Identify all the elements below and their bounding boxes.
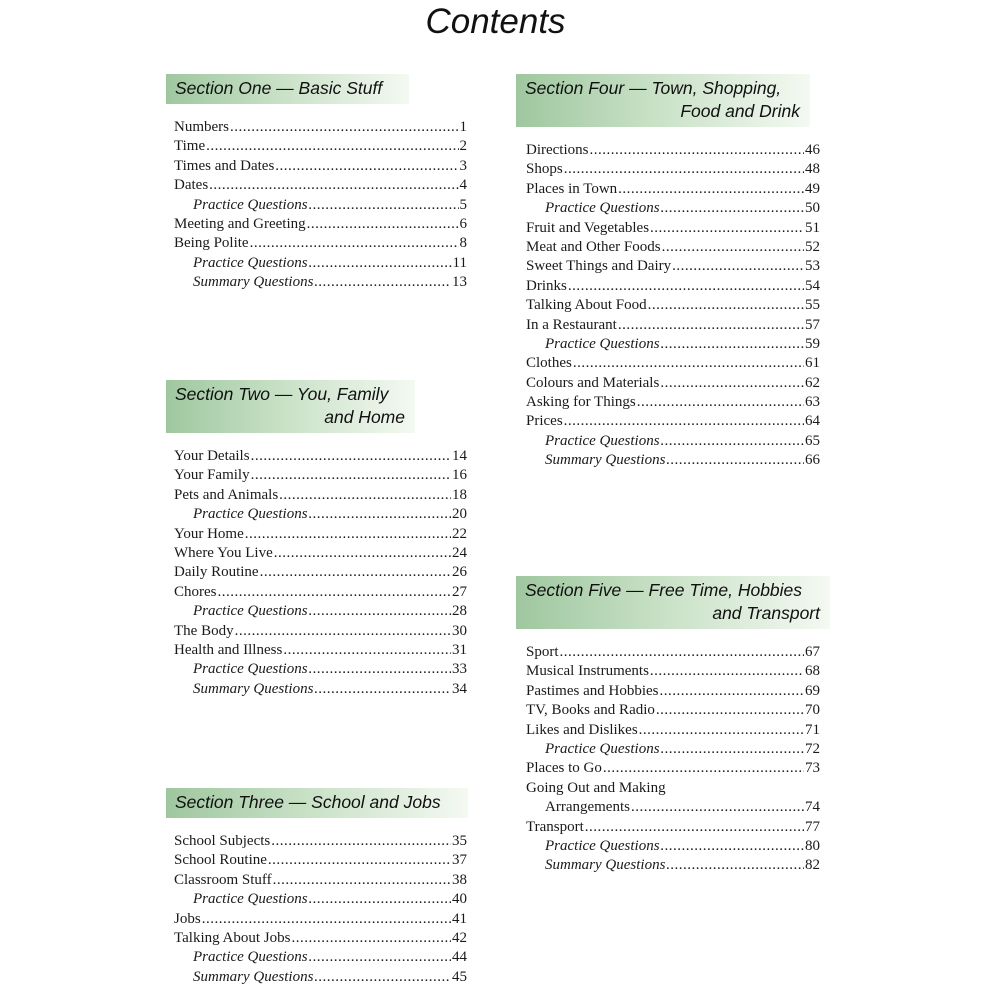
entry-title: Summary Questions bbox=[545, 857, 666, 874]
toc-subentry bbox=[174, 273, 467, 292]
toc-entry bbox=[174, 215, 467, 234]
dot-leader bbox=[661, 335, 804, 354]
dot-leader bbox=[564, 160, 804, 179]
dot-leader bbox=[637, 393, 804, 412]
dot-leader bbox=[666, 856, 804, 875]
entry-title: Pastimes and Hobbies bbox=[526, 682, 659, 699]
toc-entry bbox=[526, 721, 820, 740]
entry-title: Practice Questions bbox=[193, 891, 308, 908]
entry-title: TV, Books and Radio bbox=[526, 702, 655, 719]
page-number: 55 bbox=[805, 297, 820, 314]
dot-leader bbox=[314, 273, 451, 292]
dot-leader bbox=[206, 137, 458, 156]
entry-list bbox=[516, 141, 820, 471]
toc-entry bbox=[174, 176, 467, 195]
dot-leader bbox=[564, 412, 804, 431]
toc-entry bbox=[526, 180, 820, 199]
dot-leader bbox=[279, 486, 451, 505]
entry-title: Practice Questions bbox=[193, 196, 308, 213]
entry-title: Pets and Animals bbox=[174, 486, 279, 503]
page-number: 67 bbox=[805, 644, 820, 660]
section-header bbox=[516, 576, 830, 629]
dot-leader bbox=[661, 199, 804, 218]
page-number: 27 bbox=[452, 583, 467, 600]
entry-title: Directions bbox=[526, 142, 589, 158]
dot-leader bbox=[309, 660, 451, 679]
page-number: 40 bbox=[452, 891, 467, 908]
dot-leader bbox=[218, 583, 452, 602]
entry-title: Talking About Food bbox=[526, 297, 647, 314]
entry-title: Practice Questions bbox=[545, 837, 660, 854]
dot-leader bbox=[274, 544, 451, 563]
dot-leader bbox=[661, 740, 804, 759]
entry-title: Practice Questions bbox=[193, 603, 308, 620]
entry-title: Your Details bbox=[174, 448, 250, 464]
entry-list bbox=[516, 643, 820, 876]
entry-title: Practice Questions bbox=[545, 200, 660, 217]
toc-subentry bbox=[526, 432, 820, 451]
dot-leader bbox=[661, 837, 804, 856]
section-header-line: Section Five — Free Time, Hobbies bbox=[525, 580, 803, 600]
dot-leader bbox=[309, 602, 451, 621]
dot-leader bbox=[251, 447, 451, 466]
section-header-line: Food and Drink bbox=[680, 101, 800, 121]
page-number: 33 bbox=[452, 661, 467, 678]
page-number: 34 bbox=[452, 680, 467, 697]
entry-title: Arrangements bbox=[545, 799, 630, 816]
dot-leader bbox=[585, 818, 804, 837]
toc-entry bbox=[174, 157, 467, 176]
toc-subentry bbox=[526, 451, 820, 470]
page-number: 70 bbox=[805, 702, 820, 719]
entry-title: In a Restaurant bbox=[526, 316, 617, 333]
entry-title: School Routine bbox=[174, 852, 267, 869]
toc-entry bbox=[174, 447, 467, 466]
entry-title: Shops bbox=[526, 161, 563, 178]
toc-subentry bbox=[174, 948, 467, 967]
toc-entry bbox=[526, 393, 820, 412]
dot-leader bbox=[235, 622, 451, 641]
toc-subentry bbox=[174, 660, 467, 679]
entry-title: Meat and Other Foods bbox=[526, 238, 661, 255]
entry-title: Dates bbox=[174, 177, 209, 194]
entry-title: Your Family bbox=[174, 467, 250, 484]
entry-title: Sweet Things and Dairy bbox=[526, 258, 672, 275]
entry-title: Being Polite bbox=[174, 235, 249, 252]
page-number: 11 bbox=[452, 254, 467, 271]
page-number: 57 bbox=[805, 316, 820, 333]
entry-title: Practice Questions bbox=[193, 254, 308, 271]
entry-title: Prices bbox=[526, 413, 563, 430]
entry-title: Practice Questions bbox=[193, 661, 308, 678]
toc-subentry bbox=[526, 856, 820, 875]
toc-entry bbox=[526, 238, 820, 257]
toc-entry bbox=[526, 219, 820, 238]
entry-list bbox=[166, 447, 467, 699]
toc-entry bbox=[526, 374, 820, 393]
page-number: 77 bbox=[805, 818, 820, 835]
dot-leader bbox=[603, 759, 804, 778]
dot-leader bbox=[245, 525, 451, 544]
toc-entry bbox=[526, 818, 820, 837]
page-number: 54 bbox=[805, 277, 820, 294]
dot-leader bbox=[660, 682, 805, 701]
page-number: 64 bbox=[805, 413, 820, 430]
toc-subentry bbox=[174, 968, 467, 987]
page-number: 53 bbox=[805, 258, 820, 275]
toc-subentry bbox=[174, 890, 467, 909]
toc-entry bbox=[174, 641, 467, 660]
dot-leader bbox=[650, 219, 804, 238]
entry-title: Clothes bbox=[526, 355, 572, 372]
dot-leader bbox=[662, 238, 804, 257]
entry-title: The Body bbox=[174, 622, 234, 639]
entry-title: Classroom Stuff bbox=[174, 871, 272, 888]
page-number: 59 bbox=[805, 335, 820, 352]
section-four bbox=[516, 74, 820, 471]
page-number: 26 bbox=[452, 564, 467, 581]
dot-leader bbox=[650, 662, 804, 681]
entry-title: Summary Questions bbox=[193, 680, 314, 697]
dot-leader bbox=[268, 851, 451, 870]
entry-title: Summary Questions bbox=[545, 452, 666, 469]
toc-entry bbox=[174, 832, 467, 851]
page-number: 80 bbox=[805, 837, 820, 854]
toc-entry bbox=[174, 544, 467, 563]
toc-entry bbox=[174, 929, 467, 948]
dot-leader bbox=[639, 721, 804, 740]
toc-entry bbox=[174, 118, 467, 137]
page-number: 73 bbox=[805, 760, 820, 777]
entry-title: Daily Routine bbox=[174, 564, 259, 581]
toc-subentry bbox=[174, 602, 467, 621]
toc-subentry bbox=[526, 798, 820, 817]
toc-subentry bbox=[526, 199, 820, 218]
toc-subentry bbox=[174, 196, 467, 215]
section-one bbox=[166, 74, 467, 293]
toc-entry bbox=[526, 662, 820, 681]
toc-entry bbox=[526, 412, 820, 431]
dot-leader bbox=[283, 641, 451, 660]
entry-title: Talking About Jobs bbox=[174, 929, 291, 946]
dot-leader bbox=[251, 466, 451, 485]
dot-leader bbox=[309, 505, 451, 524]
entry-title: Practice Questions bbox=[545, 740, 660, 757]
page-number: 68 bbox=[805, 663, 820, 680]
dot-leader bbox=[660, 374, 804, 393]
dot-leader bbox=[275, 157, 458, 176]
page-number: 28 bbox=[452, 603, 467, 620]
entry-title: Summary Questions bbox=[193, 274, 314, 291]
entry-title: Time bbox=[174, 138, 206, 155]
entry-title: Going Out and Making bbox=[526, 779, 666, 796]
entry-list bbox=[166, 118, 467, 293]
toc-subentry bbox=[174, 254, 467, 273]
page-number: 30 bbox=[452, 622, 467, 639]
page-number: 24 bbox=[452, 544, 467, 561]
section-header-line: and Home bbox=[324, 407, 405, 427]
page-number: 69 bbox=[805, 682, 820, 699]
page-number: 44 bbox=[452, 949, 467, 966]
entry-title: Practice Questions bbox=[545, 432, 660, 449]
page-number: 71 bbox=[805, 721, 820, 738]
page-number: 5 bbox=[459, 196, 467, 213]
toc-entry bbox=[526, 296, 820, 315]
toc-entry bbox=[174, 525, 467, 544]
entry-title: Colours and Materials bbox=[526, 374, 660, 391]
entry-list bbox=[166, 832, 467, 987]
section-header bbox=[516, 74, 810, 127]
toc-entry bbox=[526, 682, 820, 701]
toc-entry bbox=[526, 316, 820, 335]
entry-title: Drinks bbox=[526, 277, 567, 294]
dot-leader bbox=[631, 798, 804, 817]
entry-title: Practice Questions bbox=[545, 335, 660, 352]
toc-entry bbox=[526, 160, 820, 179]
dot-leader bbox=[309, 890, 451, 909]
entry-title: Fruit and Vegetables bbox=[526, 219, 650, 236]
toc-entry bbox=[526, 277, 820, 296]
page-number: 48 bbox=[805, 161, 820, 178]
page-number: 42 bbox=[452, 929, 467, 946]
page-number: 31 bbox=[452, 641, 467, 658]
dot-leader bbox=[291, 929, 451, 948]
toc-entry bbox=[174, 563, 467, 582]
entry-title: Musical Instruments bbox=[526, 663, 649, 680]
entry-title: Sport bbox=[526, 644, 559, 660]
dot-leader bbox=[209, 176, 458, 195]
entry-title: Transport bbox=[526, 818, 584, 835]
section-header bbox=[166, 788, 468, 818]
toc-entry bbox=[526, 354, 820, 373]
entry-title: Places in Town bbox=[526, 180, 618, 197]
section-header bbox=[166, 74, 409, 104]
toc-subentry bbox=[174, 680, 467, 699]
toc-entry bbox=[174, 622, 467, 641]
page-number: 38 bbox=[452, 871, 467, 888]
page-number: 1 bbox=[459, 119, 467, 135]
toc-entry bbox=[174, 583, 467, 602]
page-number: 66 bbox=[805, 452, 820, 469]
entry-title: Numbers bbox=[174, 119, 229, 135]
page-number: 62 bbox=[805, 374, 820, 391]
dot-leader bbox=[661, 432, 804, 451]
entry-title: Likes and Dislikes bbox=[526, 721, 638, 738]
dot-leader bbox=[309, 948, 451, 967]
dot-leader bbox=[309, 254, 452, 273]
section-two bbox=[166, 380, 467, 699]
toc-entry bbox=[174, 137, 467, 156]
entry-title: Chores bbox=[174, 583, 217, 600]
page-number: 35 bbox=[452, 833, 467, 849]
toc-entry bbox=[526, 759, 820, 778]
page-number: 45 bbox=[452, 968, 467, 985]
entry-title: Your Home bbox=[174, 525, 244, 542]
entry-title: Practice Questions bbox=[193, 506, 308, 523]
page-title: Contents bbox=[425, 2, 566, 41]
page-number: 49 bbox=[805, 180, 820, 197]
section-header-line: Section Two — You, Family bbox=[175, 384, 389, 404]
dot-leader bbox=[573, 354, 804, 373]
dot-leader bbox=[314, 680, 451, 699]
page-number: 37 bbox=[452, 852, 467, 869]
page-number: 63 bbox=[805, 394, 820, 411]
toc-subentry bbox=[174, 505, 467, 524]
dot-leader bbox=[618, 316, 804, 335]
entry-title: Places to Go bbox=[526, 760, 602, 777]
entry-title: Where You Live bbox=[174, 544, 273, 561]
toc-entry bbox=[526, 643, 820, 662]
section-header bbox=[166, 380, 415, 433]
dot-leader bbox=[618, 180, 804, 199]
entry-title: Jobs bbox=[174, 910, 201, 927]
dot-leader bbox=[250, 234, 459, 253]
page-number: 2 bbox=[459, 138, 467, 155]
section-three bbox=[166, 788, 467, 987]
section-header-line: Section Four — Town, Shopping, bbox=[525, 78, 782, 98]
section-five bbox=[516, 576, 820, 876]
dot-leader bbox=[273, 871, 451, 890]
page-number: 18 bbox=[452, 486, 467, 503]
section-header-line: and Transport bbox=[712, 603, 820, 623]
dot-leader bbox=[648, 296, 804, 315]
entry-title: School Subjects bbox=[174, 833, 271, 849]
entry-title: Summary Questions bbox=[193, 968, 314, 985]
dot-leader bbox=[560, 643, 804, 662]
toc-subentry bbox=[526, 740, 820, 759]
toc-entry bbox=[526, 701, 820, 720]
dot-leader bbox=[230, 118, 459, 137]
toc-entry bbox=[526, 779, 820, 798]
dot-leader bbox=[307, 215, 459, 234]
section-header-line: Section Three — School and Jobs bbox=[175, 792, 441, 812]
page-number: 16 bbox=[452, 467, 467, 484]
toc-entry bbox=[174, 486, 467, 505]
entry-title: Practice Questions bbox=[193, 949, 308, 966]
toc-entry bbox=[526, 141, 820, 160]
page-number: 51 bbox=[805, 219, 820, 236]
page-number: 65 bbox=[805, 432, 820, 449]
page-number: 46 bbox=[805, 142, 820, 158]
entry-title: Health and Illness bbox=[174, 641, 283, 658]
dot-leader bbox=[271, 832, 451, 851]
toc-subentry bbox=[526, 335, 820, 354]
page-number: 50 bbox=[805, 200, 820, 217]
dot-leader bbox=[672, 257, 804, 276]
dot-leader bbox=[260, 563, 451, 582]
page-number: 20 bbox=[452, 506, 467, 523]
page-number: 82 bbox=[805, 857, 820, 874]
page-number: 14 bbox=[452, 448, 467, 464]
entry-title: Times and Dates bbox=[174, 157, 275, 174]
dot-leader bbox=[589, 141, 804, 160]
page-number: 72 bbox=[805, 740, 820, 757]
page-number: 74 bbox=[805, 799, 820, 816]
toc-entry bbox=[174, 851, 467, 870]
entry-title: Meeting and Greeting bbox=[174, 215, 306, 232]
dot-leader bbox=[666, 451, 804, 470]
toc-subentry bbox=[526, 837, 820, 856]
toc-entry bbox=[174, 466, 467, 485]
entry-title: Asking for Things bbox=[526, 394, 636, 411]
page-number: 52 bbox=[805, 238, 820, 255]
dot-leader bbox=[202, 910, 451, 929]
dot-leader bbox=[314, 968, 451, 987]
page-number: 41 bbox=[452, 910, 467, 927]
dot-leader bbox=[568, 277, 804, 296]
toc-entry bbox=[174, 234, 467, 253]
toc-entry bbox=[174, 910, 467, 929]
page-number: 22 bbox=[452, 525, 467, 542]
dot-leader bbox=[309, 196, 459, 215]
toc-entry bbox=[174, 871, 467, 890]
page-number: 13 bbox=[452, 274, 467, 291]
dot-leader bbox=[656, 701, 804, 720]
section-header-line: Section One — Basic Stuff bbox=[175, 78, 383, 98]
page-number: 8 bbox=[459, 235, 467, 252]
page-number: 4 bbox=[459, 177, 467, 194]
page-number: 3 bbox=[459, 157, 467, 174]
toc-entry bbox=[526, 257, 820, 276]
page-number: 6 bbox=[459, 215, 467, 232]
page-number: 61 bbox=[805, 355, 820, 372]
